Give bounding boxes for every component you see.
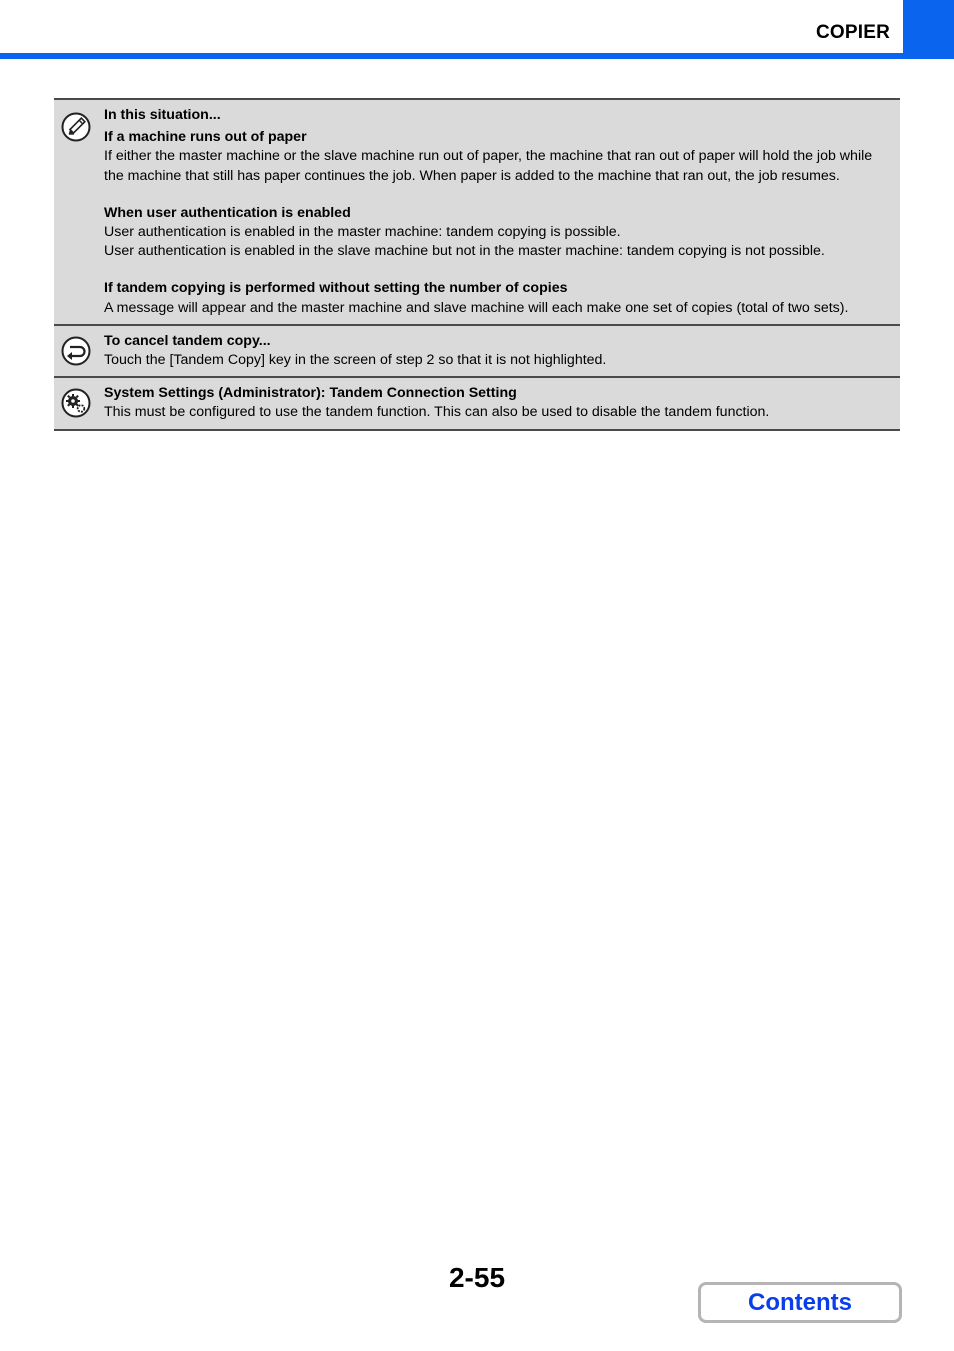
- contents-button[interactable]: Contents: [698, 1282, 902, 1323]
- note-text: User authentication is enabled in the slave machine but not in the master machine: tandem copying is not possible.: [104, 243, 825, 260]
- notes-panel: [54, 98, 900, 431]
- note-subheading: If tandem copying is performed without setting the number of copies: [104, 280, 568, 297]
- system-settings-gear-icon: [61, 388, 91, 418]
- note-cancel: [54, 326, 900, 378]
- note-situation: [54, 100, 900, 326]
- note-text: User authentication is enabled in the master machine: tandem copying is possible.: [104, 224, 621, 241]
- section-title: COPIER: [815, 22, 890, 43]
- page-number: 2-55: [448, 1262, 506, 1293]
- note-subheading: When user authentication is enabled: [104, 204, 351, 221]
- note-text: Touch the [Tandem Copy] key in the screen of step 2 so that it is not highlighted.: [104, 352, 607, 369]
- cancel-return-icon: [61, 336, 91, 366]
- note-heading: In this situation...: [104, 107, 221, 123]
- note-text: A message will appear and the master machine and slave machine will each make one set of copies (total of two sets).: [104, 299, 849, 316]
- note-system-settings: [54, 378, 900, 430]
- note-heading: System Settings (Administrator): Tandem Connection Setting: [104, 385, 517, 402]
- note-subheading: If a machine runs out of paper: [104, 129, 307, 146]
- note-heading: To cancel tandem copy...: [104, 332, 271, 349]
- header-tab: [903, 0, 954, 59]
- note-text: This must be configured to use the tandem function. This can also be used to disable the tandem function.: [104, 404, 770, 421]
- pencil-note-icon: [61, 112, 91, 142]
- header-bar: [0, 53, 954, 59]
- note-text: If either the master machine or the slave machine run out of paper, the machine that ran out of paper will hold the job while the machine that still has paper continues the job. When paper is added to the machine that ran out, the job resumes.: [104, 148, 873, 184]
